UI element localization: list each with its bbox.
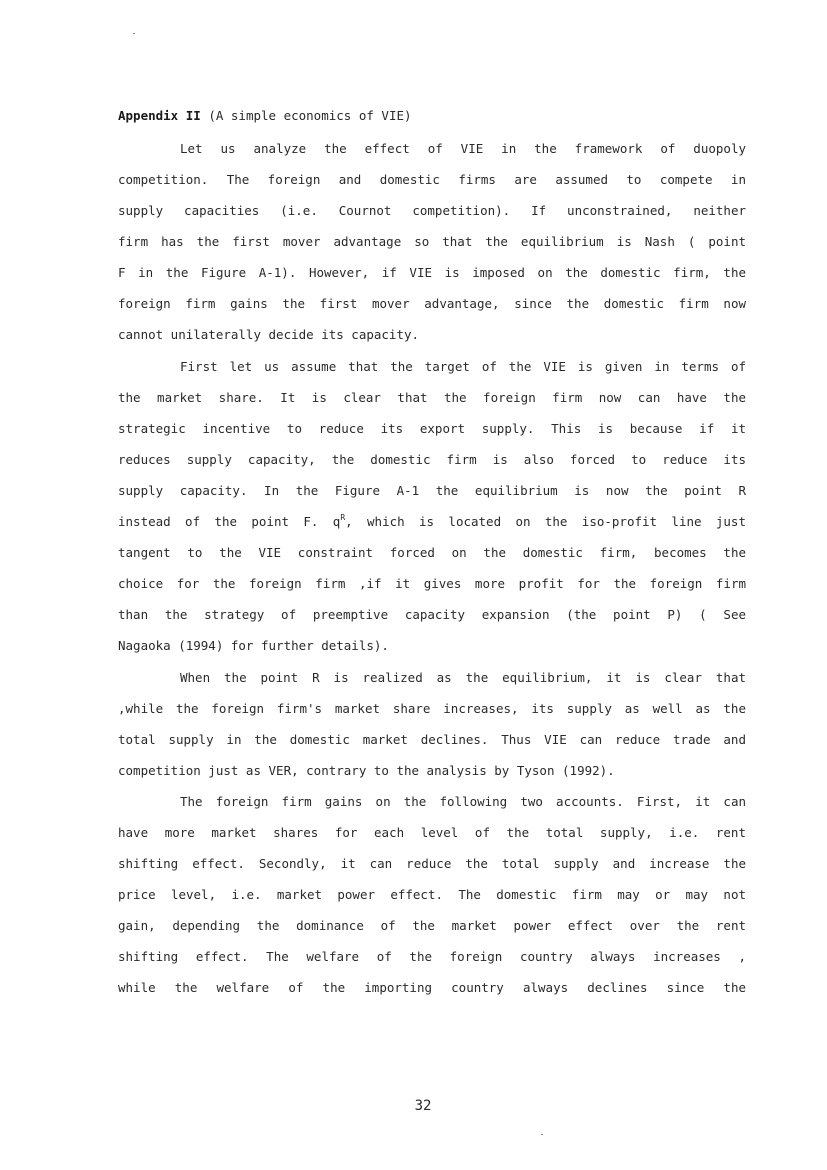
paragraph-line: shifting effect. Secondly, it can reduce the total supply and increase the <box>118 856 746 871</box>
paragraph-line: tangent to the VIE constraint forced on the domestic firm, becomes the <box>118 545 746 560</box>
paragraph-line: choice for the foreign firm ,if it gives more profit for the foreign firm <box>118 576 746 591</box>
paragraph-line: Nagaoka (1994) for further details). <box>118 638 389 653</box>
paragraph-line: supply capacity. In the Figure A-1 the equilibrium is now the point R <box>118 483 746 498</box>
superscript-r: R <box>340 513 346 522</box>
paragraph-line: firm has the first mover advantage so that the equilibrium is Nash ( point <box>118 234 746 249</box>
appendix-subtitle: (A simple economics of VIE) <box>208 108 412 123</box>
appendix-heading <box>118 107 412 125</box>
line-text: instead of the point F. q <box>118 514 341 529</box>
paragraph-line: ,while the foreign firm's market share increases, its supply as well as the <box>118 701 746 716</box>
paragraph-line: price level, i.e. market power effect. The domestic firm may or may not <box>118 887 746 902</box>
paragraph-line: strategic incentive to reduce its export supply. This is because if it <box>118 421 746 436</box>
paragraph-line: First let us assume that the target of the VIE is given in terms of <box>180 359 746 374</box>
paragraph-line: supply capacities (i.e. Cournot competition). If unconstrained, neither <box>118 203 746 218</box>
paragraph-line: reduces supply capacity, the domestic firm is also forced to reduce its <box>118 452 746 467</box>
paragraph-line: have more market shares for each level of the total supply, i.e. rent <box>118 825 746 840</box>
page-number: 32 <box>414 1098 432 1114</box>
paragraph-line: competition just as VER, contrary to the analysis by Tyson (1992). <box>118 763 615 778</box>
scan-speck <box>133 33 135 34</box>
paragraph-line: the market share. It is clear that the foreign firm now can have the <box>118 390 746 405</box>
paragraph-line: competition. The foreign and domestic firms are assumed to compete in <box>118 172 746 187</box>
paragraph-line: Let us analyze the effect of VIE in the framework of duopoly <box>180 141 746 156</box>
scan-speck <box>541 1134 543 1135</box>
paragraph-line: cannot unilaterally decide its capacity. <box>118 327 420 342</box>
paragraph-line: gain, depending the dominance of the market power effect over the rent <box>118 918 746 933</box>
paragraph-line: shifting effect. The welfare of the foreign country always increases , <box>118 949 746 964</box>
paragraph-line-with-superscript <box>118 513 746 531</box>
paragraph-line: When the point R is realized as the equilibrium, it is clear that <box>180 670 746 685</box>
paragraph-line: foreign firm gains the first mover advantage, since the domestic firm now <box>118 296 746 311</box>
line-text: , which is located on the iso-profit line just <box>345 514 746 529</box>
paragraph-line: total supply in the domestic market declines. Thus VIE can reduce trade and <box>118 732 746 747</box>
appendix-label: Appendix II <box>118 108 201 123</box>
paragraph-line: while the welfare of the importing country always declines since the <box>118 980 746 995</box>
paragraph-line: The foreign firm gains on the following two accounts. First, it can <box>180 794 746 809</box>
paragraph-line: than the strategy of preemptive capacity expansion (the point P) ( See <box>118 607 746 622</box>
paragraph-line: F in the Figure A-1). However, if VIE is imposed on the domestic firm, the <box>118 265 746 280</box>
